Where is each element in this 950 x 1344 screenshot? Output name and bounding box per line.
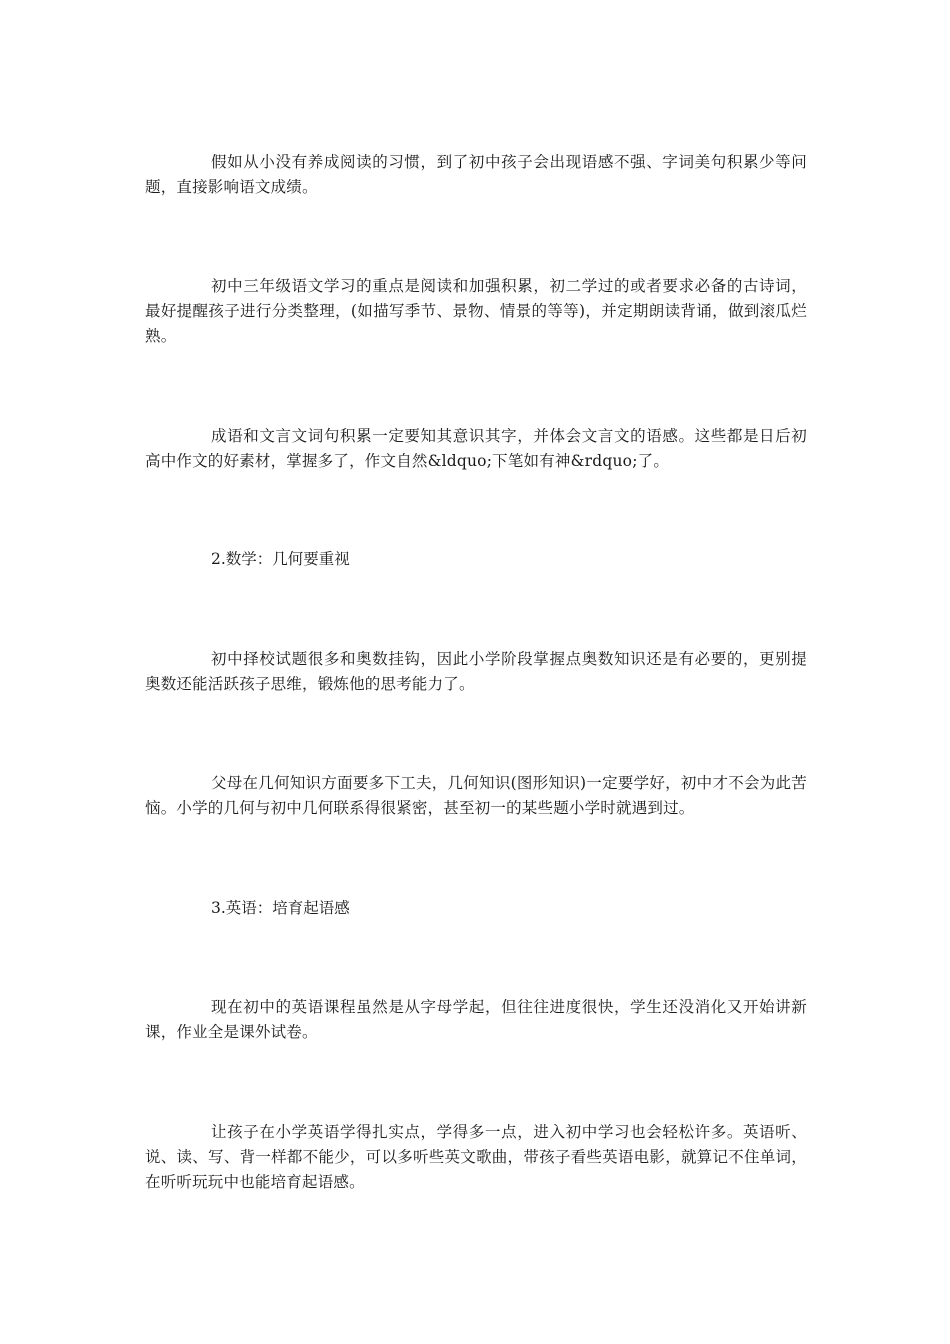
paragraph-english-skills: 让孩子在小学英语学得扎实点，学得多一点，进入初中学习也会轻松许多。英语听、说、读、写、背一样都不能少，可以多听些英文歌曲，带孩子看些英语电影，就算记不住单词，在听听玩玩中也能培育起语感。	[145, 1123, 807, 1191]
paragraph-english-course: 现在初中的英语课程虽然是从字母学起，但往往进度很快，学生还没消化又开始讲新课，作业全是课外试卷。	[145, 998, 807, 1041]
section-heading-math: 2.数学：几何要重视	[211, 550, 350, 568]
paragraph-reading-habit: 假如从小没有养成阅读的习惯，到了初中孩子会出现语感不强、字词美句积累少等问题，直接影响语文成绩。	[145, 153, 807, 196]
paragraph-grade-three-chinese: 初中三年级语文学习的重点是阅读和加强积累，初二学过的或者要求必备的古诗词，最好提醒孩子进行分类整理，(如描写季节、景物、情景的等等)，并定期朗读背诵，做到滚瓜烂熟。	[145, 277, 807, 345]
section-heading-english: 3.英语：培育起语感	[211, 899, 350, 917]
paragraph-geometry: 父母在几何知识方面要多下工夫，几何知识(图形知识)一定要学好，初中才不会为此苦恼。小学的几何与初中几何联系得很紧密，甚至初一的某些题小学时就遇到过。	[145, 774, 807, 817]
paragraph-olympiad-math: 初中择校试题很多和奥数挂钩，因此小学阶段掌握点奥数知识还是有必要的，更别提奥数还能活跃孩子思维，锻炼他的思考能力了。	[145, 650, 807, 693]
paragraph-idioms-classical: 成语和文言文词句积累一定要知其意识其字，并体会文言文的语感。这些都是日后初高中作文的好素材，掌握多了，作文自然&ldquo;下笔如有神&rdquo;了。	[145, 427, 807, 470]
